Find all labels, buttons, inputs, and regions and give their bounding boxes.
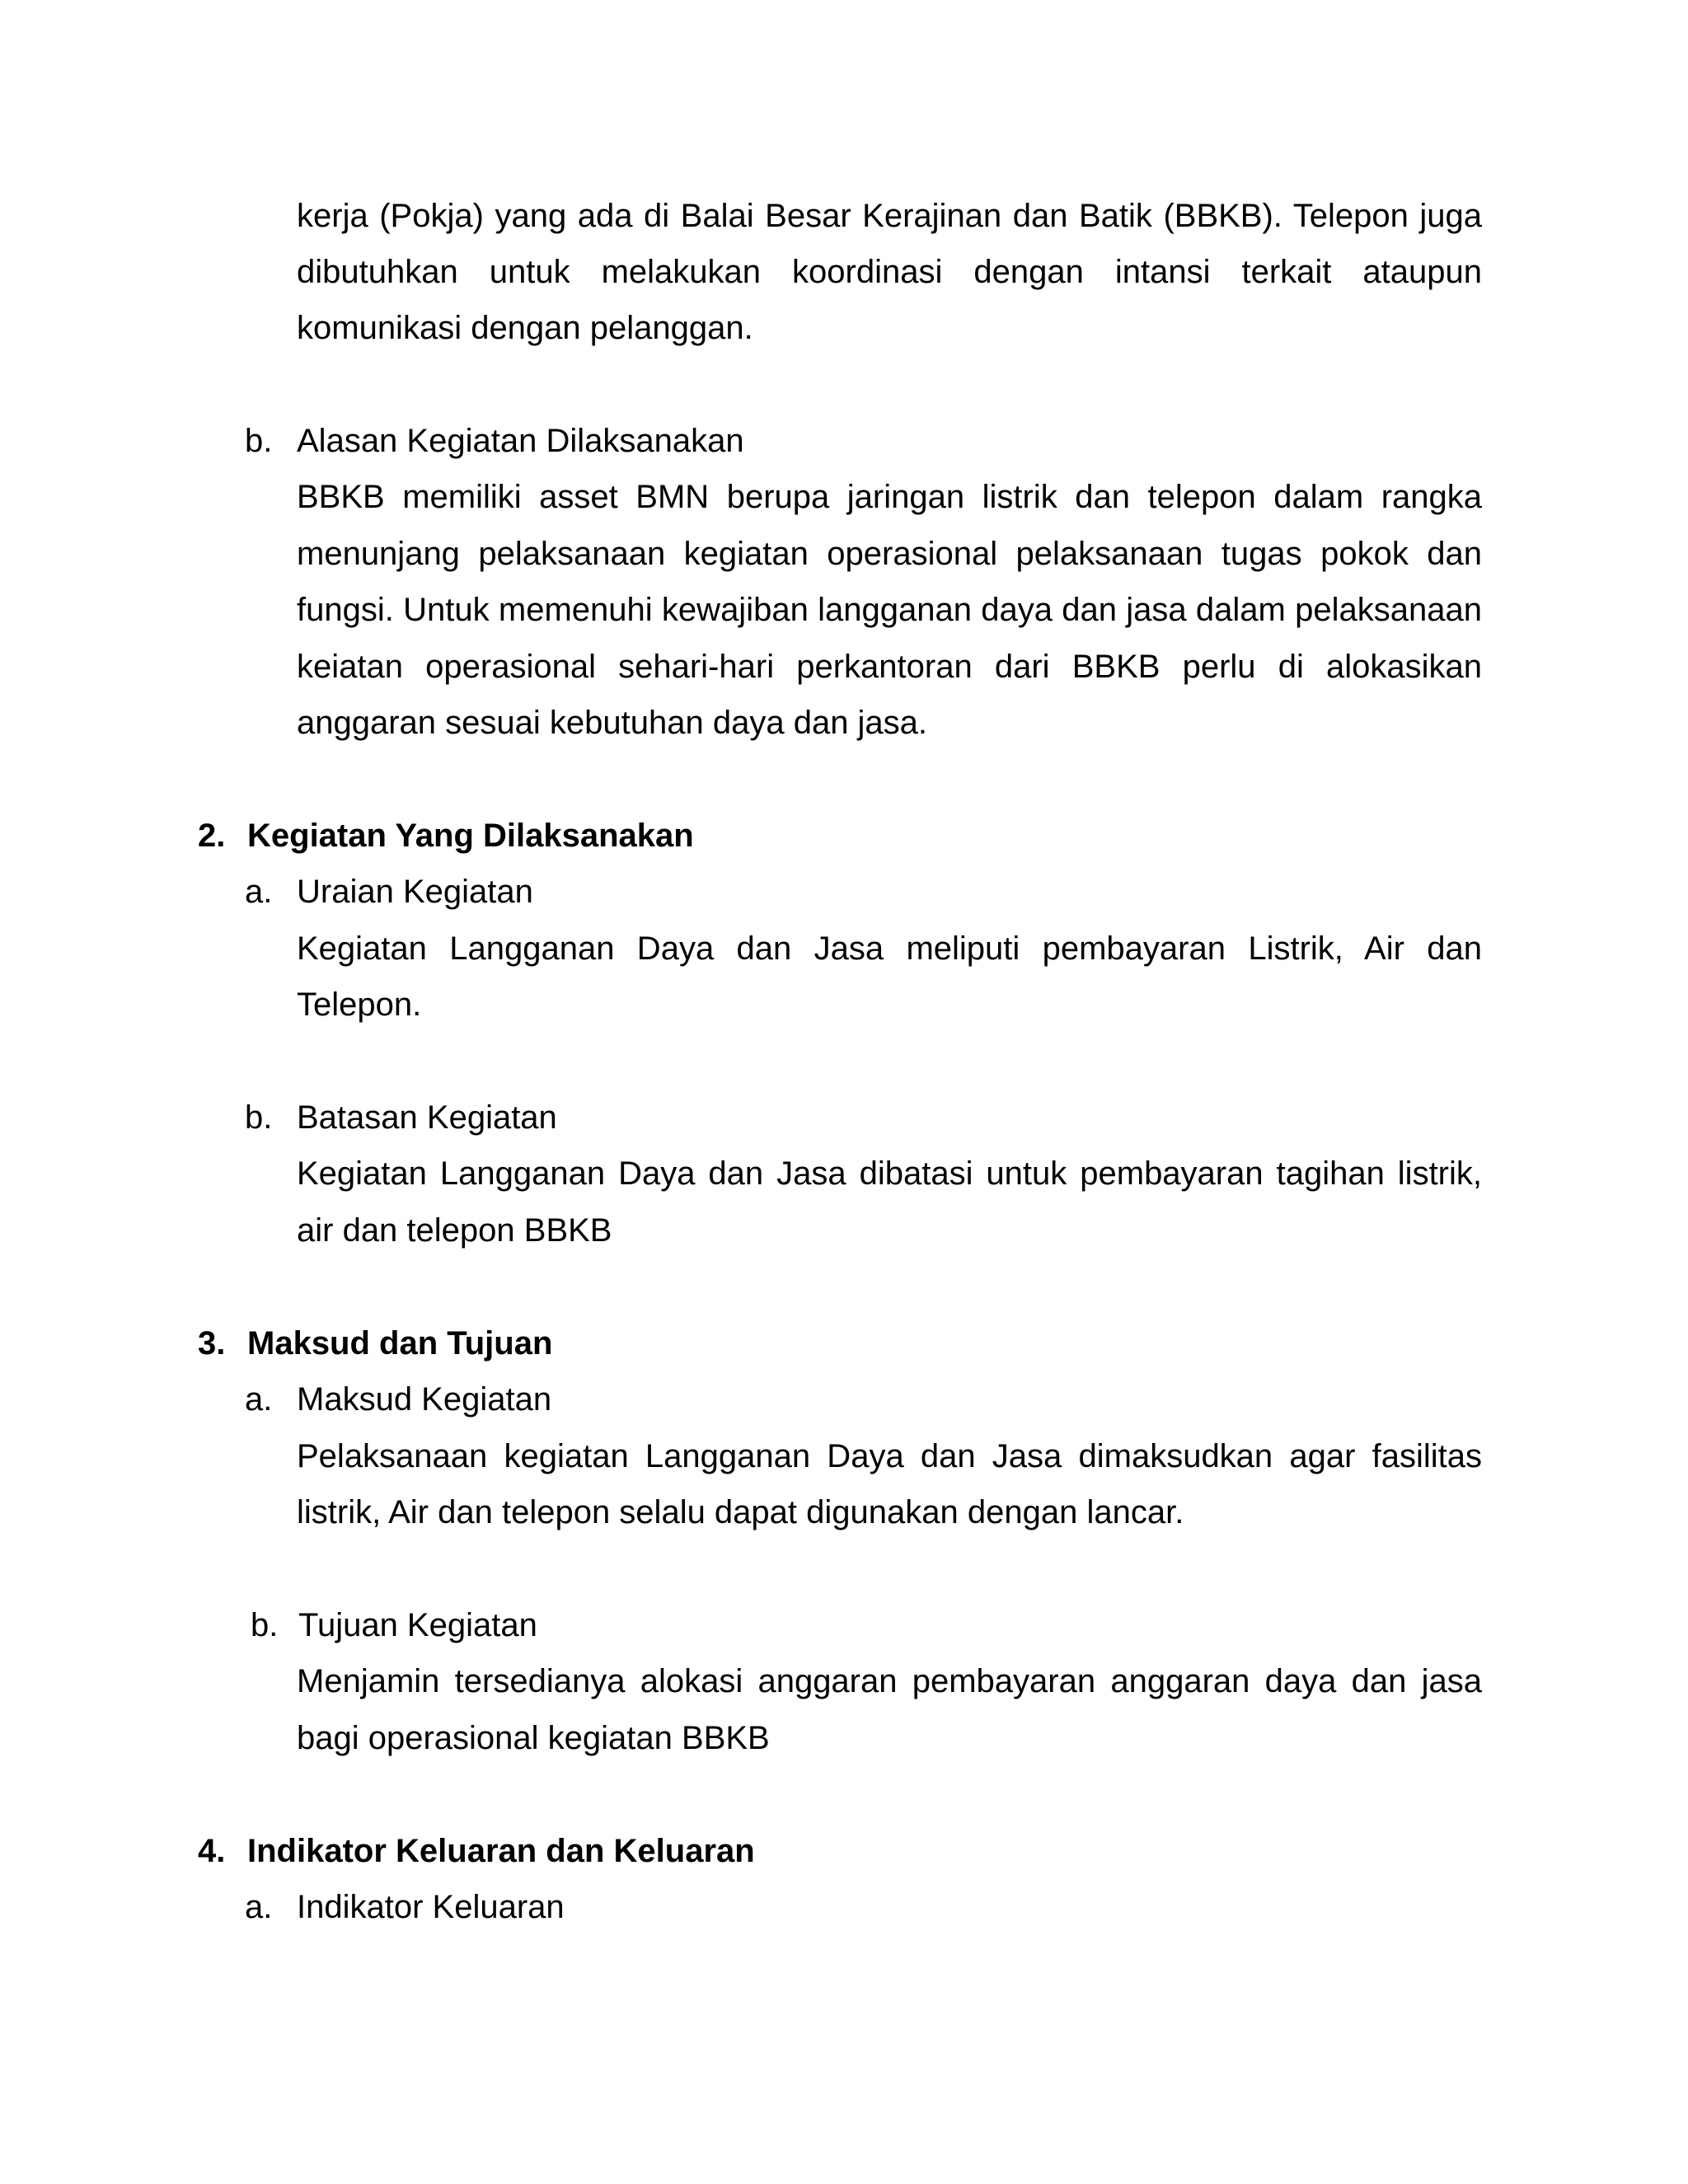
paragraph-line: bagi operasional kegiatan BBKB	[297, 1720, 770, 1756]
list-marker: b.	[251, 1607, 279, 1643]
paragraph-line: Telepon.	[297, 987, 422, 1023]
paragraph-line: Kegiatan Langganan Daya dan Jasa meliputi pembayaran Listrik, Air dan	[297, 930, 1482, 967]
paragraph-line: menunjang pelaksanaan kegiatan operasional pelaksanaan tugas pokok dan	[297, 536, 1482, 572]
section-heading: Maksud dan Tujuan	[247, 1325, 553, 1361]
paragraph-line: Menjamin tersedianya alokasi anggaran pembayaran anggaran daya dan jasa	[297, 1663, 1482, 1699]
paragraph-line: air dan telepon BBKB	[297, 1212, 612, 1249]
list-marker: a.	[245, 874, 273, 910]
paragraph-line: BBKB memiliki asset BMN berupa jaringan listrik dan telepon dalam rangka	[297, 479, 1482, 515]
subsection-label: Uraian Kegiatan	[297, 874, 533, 910]
paragraph-line: Kegiatan Langganan Daya dan Jasa dibatasi untuk pembayaran tagihan listrik,	[297, 1155, 1482, 1192]
list-marker: b.	[245, 423, 273, 459]
section-number: 4.	[198, 1833, 226, 1869]
paragraph-line: Pelaksanaan kegiatan Langganan Daya dan Jasa dimaksudkan agar fasilitas	[297, 1438, 1482, 1474]
section-number: 3.	[198, 1325, 226, 1361]
paragraph-line: fungsi. Untuk memenuhi kewajiban langganan daya dan jasa dalam pelaksanaan	[297, 592, 1482, 628]
list-marker: b.	[245, 1099, 273, 1136]
subsection-label: Tujuan Kegiatan	[298, 1607, 537, 1643]
subsection-label: Maksud Kegiatan	[297, 1381, 552, 1418]
subsection-label: Alasan Kegiatan Dilaksanakan	[297, 423, 744, 459]
paragraph-line: kerja (Pokja) yang ada di Balai Besar Kerajinan dan Batik (BBKB). Telepon juga	[297, 198, 1482, 234]
paragraph-line: anggaran sesuai kebutuhan daya dan jasa.	[297, 705, 928, 741]
paragraph-line: keiatan operasional sehari-hari perkantoran dari BBKB perlu di alokasikan	[297, 649, 1482, 685]
subsection-label: Batasan Kegiatan	[297, 1099, 557, 1136]
subsection-label: Indikator Keluaran	[297, 1889, 565, 1925]
list-marker: a.	[245, 1381, 273, 1418]
section-heading: Indikator Keluaran dan Keluaran	[247, 1833, 755, 1869]
paragraph-line: komunikasi dengan pelanggan.	[297, 310, 753, 346]
paragraph-line: dibutuhkan untuk melakukan koordinasi dengan intansi terkait ataupun	[297, 254, 1482, 290]
section-number: 2.	[198, 818, 226, 854]
section-heading: Kegiatan Yang Dilaksanakan	[247, 818, 694, 854]
list-marker: a.	[245, 1889, 273, 1925]
paragraph-line: listrik, Air dan telepon selalu dapat digunakan dengan lancar.	[297, 1494, 1184, 1530]
